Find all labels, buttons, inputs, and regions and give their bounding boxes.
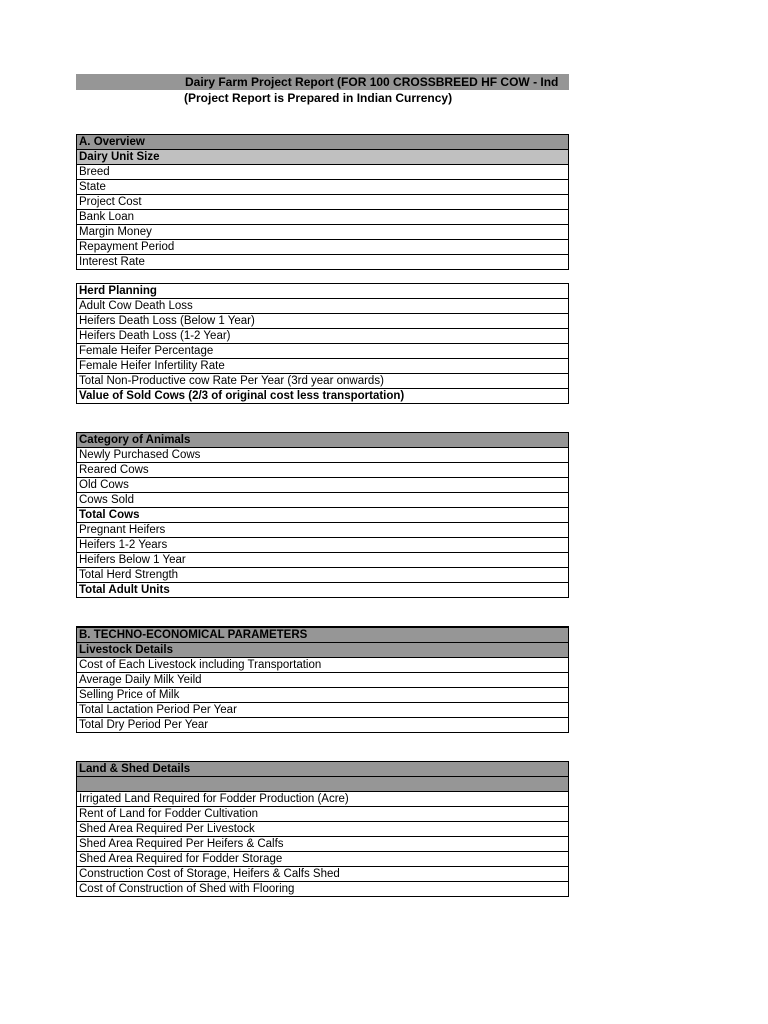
row-label: Female Heifer Percentage [77,344,569,359]
table-row [77,658,569,673]
herd-planning-title: Herd Planning [77,284,569,299]
row-label: Total Adult Units [77,583,569,598]
land-shed-title: Land & Shed Details [77,762,569,777]
row-label: Repayment Period [77,240,569,255]
row-label: Bank Loan [77,210,569,225]
table-row [77,718,569,733]
row-label: Heifers Death Loss (Below 1 Year) [77,314,569,329]
land-shed-table [76,761,569,897]
table-row [77,210,569,225]
section-title-techno: B. TECHNO-ECONOMICAL PARAMETERS [77,627,569,643]
table-row [77,538,569,553]
blank-cell [77,777,569,792]
table-row [77,448,569,463]
table-row [77,389,569,404]
category-of-animals-title: Category of Animals [77,433,569,448]
section-title-overview: A. Overview [77,135,569,150]
table-row [77,508,569,523]
subheader-row [77,643,569,658]
table-row [77,688,569,703]
row-label: Newly Purchased Cows [77,448,569,463]
row-label: Total Lactation Period Per Year [77,703,569,718]
table-row [77,329,569,344]
row-label: Total Herd Strength [77,568,569,583]
dairy-unit-size-label: Dairy Unit Size [77,150,569,165]
row-label: Breed [77,165,569,180]
table-row [77,359,569,374]
table-row [77,583,569,598]
table-row [77,195,569,210]
table-row [77,240,569,255]
row-label: Cost of Each Livestock including Transportation [77,658,569,673]
row-label: Pregnant Heifers [77,523,569,538]
section-header-row [77,627,569,643]
table-row [77,792,569,807]
section-header-row [77,135,569,150]
row-label: Total Cows [77,508,569,523]
table-row [77,344,569,359]
overview-table [76,134,569,270]
row-label: Old Cows [77,478,569,493]
row-label: Total Dry Period Per Year [77,718,569,733]
row-label: Average Daily Milk Yeild [77,673,569,688]
table-row [77,867,569,882]
table-row [77,299,569,314]
table-row [77,493,569,508]
row-label: Irrigated Land Required for Fodder Production (Acre) [77,792,569,807]
table-row [77,523,569,538]
row-label: Cows Sold [77,493,569,508]
herd-planning-header-row [77,284,569,299]
table-row [77,553,569,568]
table-row [77,837,569,852]
row-label: Shed Area Required for Fodder Storage [77,852,569,867]
herd-planning-table [76,283,569,404]
row-label: Value of Sold Cows (2/3 of original cost less transportation) [77,389,569,404]
table-row [77,165,569,180]
title-bar [76,74,569,90]
subheader-row [77,150,569,165]
row-label: Shed Area Required Per Livestock [77,822,569,837]
table-row [77,314,569,329]
row-label: Margin Money [77,225,569,240]
techno-economical-table [76,626,569,733]
table-row [77,822,569,837]
row-label: Heifers Death Loss (1-2 Year) [77,329,569,344]
row-label: Adult Cow Death Loss [77,299,569,314]
row-label: Interest Rate [77,255,569,270]
blank-grey-row [77,777,569,792]
table-row [77,807,569,822]
report-subtitle: (Project Report is Prepared in Indian Currency) [184,91,453,105]
table-row [77,703,569,718]
category-header-row [77,433,569,448]
livestock-details-label: Livestock Details [77,643,569,658]
row-label: Project Cost [77,195,569,210]
category-of-animals-table [76,432,569,598]
row-label: Total Non-Productive cow Rate Per Year (3rd year onwards) [77,374,569,389]
table-row [77,374,569,389]
land-shed-header-row [77,762,569,777]
row-label: Construction Cost of Storage, Heifers & Calfs Shed [77,867,569,882]
table-row [77,225,569,240]
row-label: Shed Area Required Per Heifers & Calfs [77,837,569,852]
row-label: Selling Price of Milk [77,688,569,703]
table-row [77,255,569,270]
row-label: Reared Cows [77,463,569,478]
row-label: Female Heifer Infertility Rate [77,359,569,374]
row-label: Heifers 1-2 Years [77,538,569,553]
table-row [77,180,569,195]
row-label: Rent of Land for Fodder Cultivation [77,807,569,822]
table-row [77,673,569,688]
table-row [77,852,569,867]
row-label: Heifers Below 1 Year [77,553,569,568]
table-row [77,463,569,478]
row-label: State [77,180,569,195]
table-row [77,882,569,897]
row-label: Cost of Construction of Shed with Flooring [77,882,569,897]
table-row [77,568,569,583]
report-title: Dairy Farm Project Report (FOR 100 CROSSBREED HF COW - Ind [185,75,559,89]
table-row [77,478,569,493]
